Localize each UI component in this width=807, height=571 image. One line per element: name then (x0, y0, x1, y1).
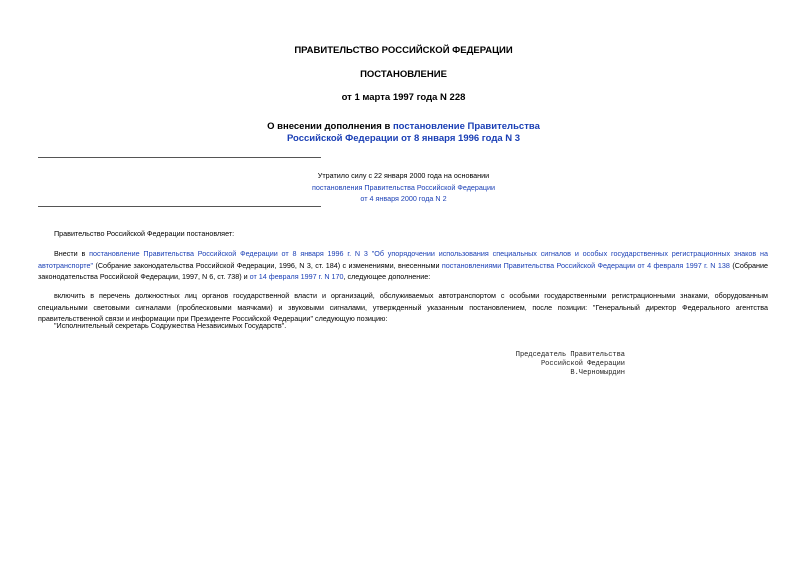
p2-link-resolution-138[interactable]: постановлениями Правительства Российской Федерации от 4 февраля 1997 г. N 138 (441, 260, 730, 270)
signature-title-line2: Российской Федерации (540, 360, 625, 368)
p2-text-4: , следующее дополнение: (343, 272, 431, 281)
p2-link-resolution-3[interactable]: постановление Правительства Российской Федерации от 8 января 1996 г. N 3 "Об упорядочении использования специальных сигналов и особых государственных регистрационных знаков на автотранспорте" (38, 249, 768, 270)
p2-text-1: Внести в (54, 249, 90, 258)
body-paragraph-1: Правительство Российской Федерации постановляет: (54, 229, 235, 238)
government-heading: ПРАВИТЕЛЬСТВО РОССИЙСКОЙ ФЕДЕРАЦИИ (294, 45, 513, 56)
p2-text-2: (Собрание законодательства Российской Федерации, 1996, N 3, ст. 184) с изменениями, внесенными (93, 260, 442, 270)
body-paragraph-3: включить в перечень должностных лиц органов государственной власти и организаций, обслуживаемых автотранспортом с особыми государственными регистрационными знаками, оборудованным специальными световыми сигналами (проблесковыми маячками) и звуковыми сигналами, утвержденный указанным постановлением, после позиции: "Генеральный директор Федерального агентства правительственной связи и информации при Президенте Российской Федерации" следующую позицию: (38, 291, 768, 323)
p2-text-3: (Собрание законодательства Российской Федерации, 1997, N 6, ст. 738) и (38, 260, 768, 281)
status-note (250, 170, 557, 205)
body-paragraph-2 (38, 248, 768, 283)
document-date-number: от 1 марта 1997 года N 228 (341, 92, 466, 103)
title-prefix: О внесении дополнения в (267, 121, 393, 132)
signature-name: В.Черномырдин (570, 369, 625, 377)
status-note-link-line1[interactable]: постановления Правительства Российской Федерации (311, 182, 496, 192)
top-divider (38, 157, 321, 158)
p2-link-resolution-170[interactable]: от 14 февраля 1997 г. N 170 (249, 272, 344, 281)
signature-block (470, 351, 625, 378)
signature-title-line1: Председатель Правительства (515, 351, 625, 359)
body-paragraph-4: "Исполнительный секретарь Содружества Независимых Государств". (54, 321, 287, 330)
status-note-text: Утратило силу с 22 января 2000 года на основании (317, 171, 490, 180)
document-type-heading: ПОСТАНОВЛЕНИЕ (360, 69, 447, 80)
title-link-line2[interactable]: Российской Федерации от 8 января 1996 года N 3 (286, 133, 521, 144)
document-title (0, 121, 807, 145)
bottom-divider (38, 206, 321, 207)
status-note-link-line2[interactable]: от 4 января 2000 года N 2 (360, 194, 447, 203)
title-link-line1[interactable]: постановление Правительства (392, 121, 540, 132)
